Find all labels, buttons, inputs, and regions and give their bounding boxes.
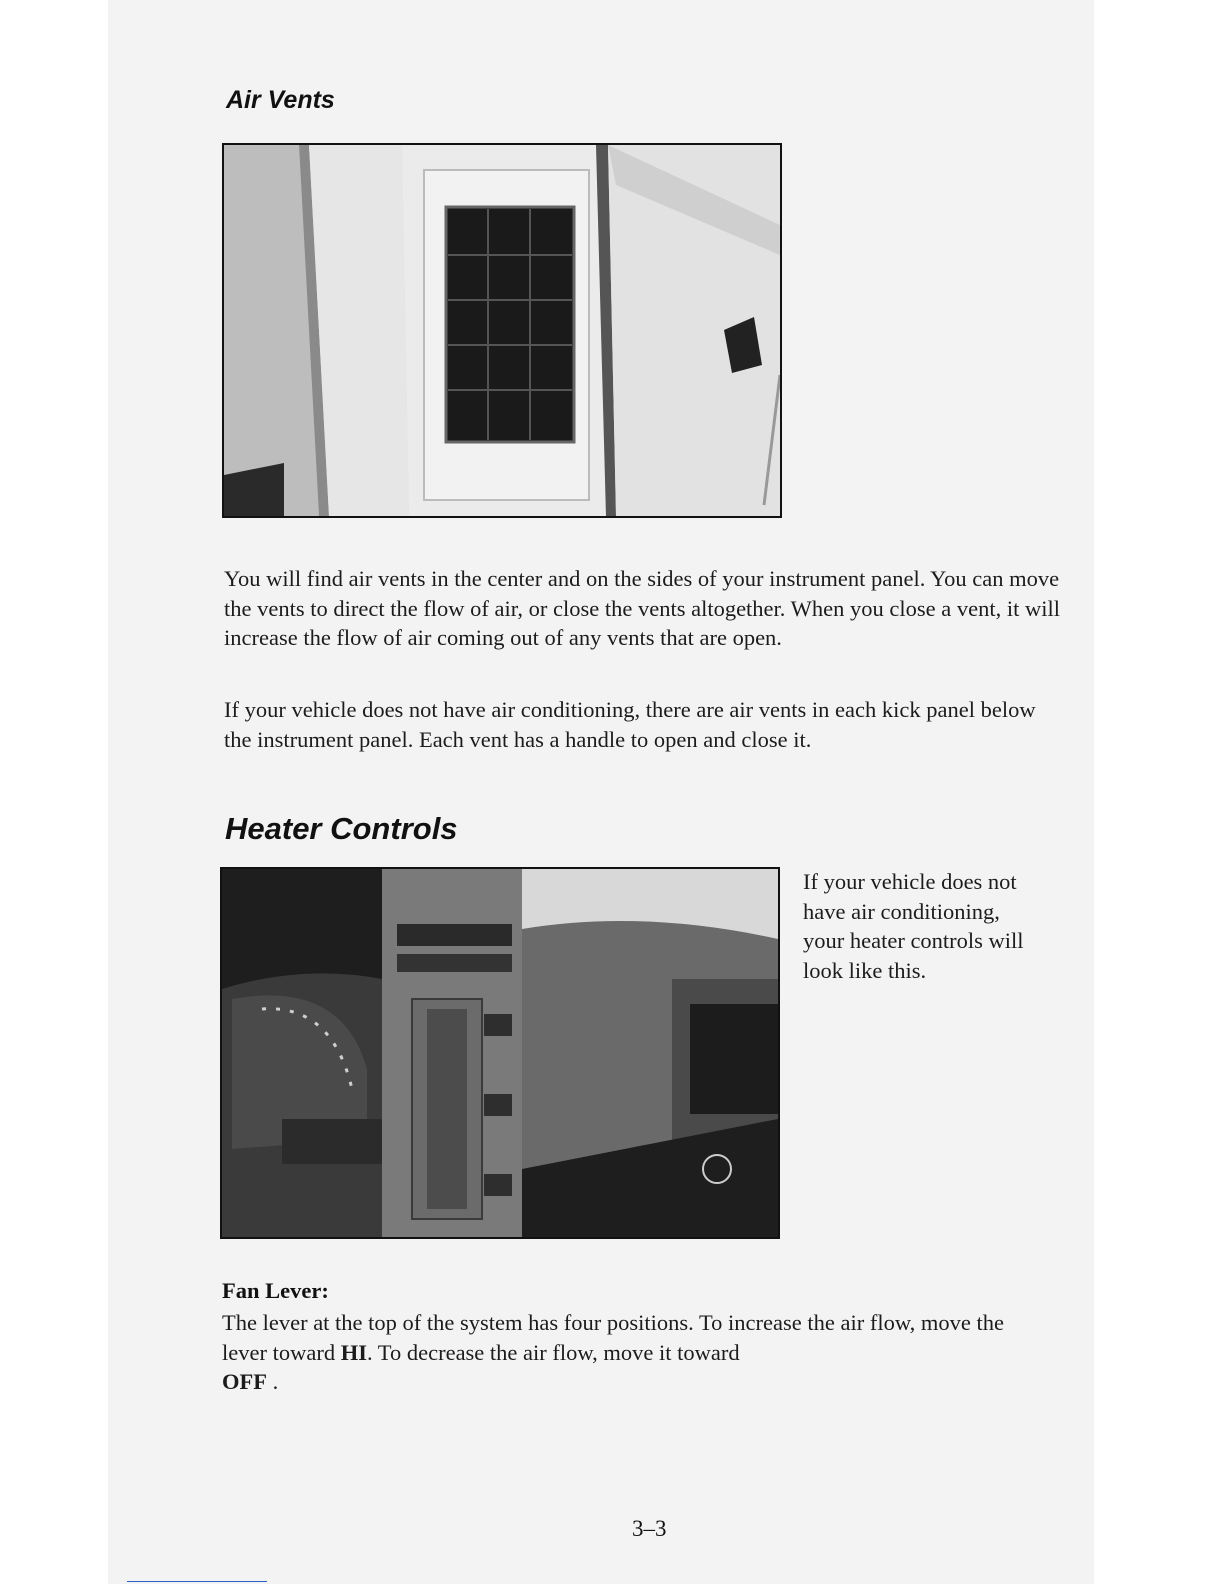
page-number: 3–3 <box>632 1516 667 1541</box>
fan-lever-text-3: . <box>267 1369 279 1394</box>
air-vents-heading: Air Vents <box>226 86 335 114</box>
fan-lever-paragraph <box>222 1308 1022 1397</box>
air-vents-paragraph-1: You will find air vents in the center and on the sides of your instrument panel. You can move the vents to direct the flow of air, or close the vents altogether. When you close a vent, it will increase the flow of air coming out of any vents that are open. <box>224 566 1060 650</box>
left-margin <box>0 0 108 1584</box>
heater-controls-heading: Heater Controls <box>225 811 458 846</box>
heater-side-note: If your vehicle does not have air conditioning, your heater controls will look like this. <box>803 869 1024 983</box>
fan-lever-text-1: The lever at the top of the system has four positions. To increase the air flow, move the lever toward <box>222 1310 1004 1365</box>
fan-lever-off: OFF <box>222 1369 267 1394</box>
fan-lever-label: Fan Lever: <box>222 1278 329 1303</box>
fan-lever-text-2: . To decrease the air flow, move it toward <box>366 1339 740 1365</box>
heater-controls-photo <box>220 867 780 1239</box>
fan-lever-hi: HI <box>340 1339 367 1365</box>
air-vent-photo <box>222 143 782 518</box>
air-vents-paragraph-2: If your vehicle does not have air conditioning, there are air vents in each kick panel below the instrument panel. Each vent has a handle to open and close it. <box>224 697 1036 752</box>
footer-link-line <box>127 1581 267 1582</box>
